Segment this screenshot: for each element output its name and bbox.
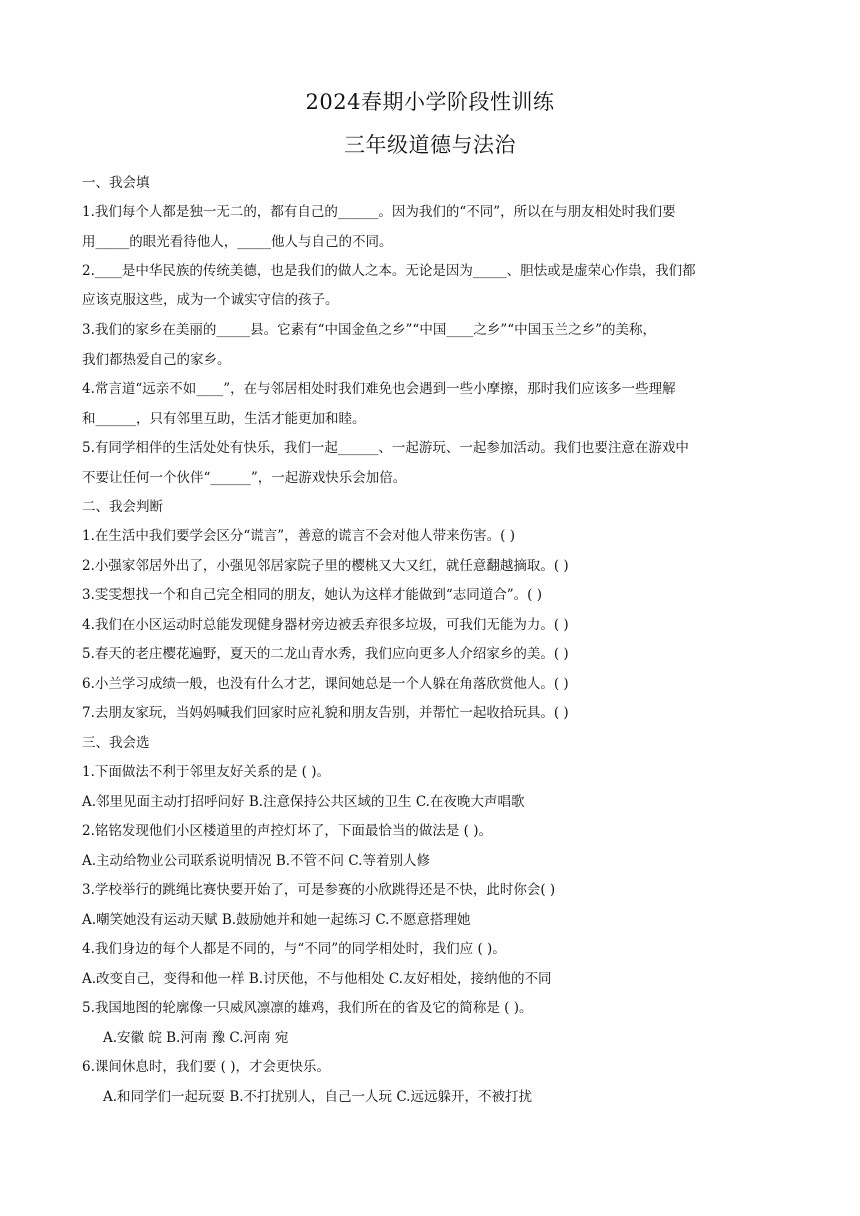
choice-options-line: A.嘲笑她没有运动天赋 B.鼓励她并和她一起练习 C.不愿意搭理她 xyxy=(82,912,471,928)
judge-question-line: 4.我们在小区运动时总能发现健身器材旁边被丢弃很多垃圾，可我们无能为力。( ) xyxy=(82,617,569,633)
section-heading-fill: 一、我会填 xyxy=(82,175,150,191)
section-heading-choose: 三、我会选 xyxy=(82,735,150,751)
choice-question-line: 6.课间休息时，我们要 ( )，才会更快乐。 xyxy=(82,1059,330,1075)
fill-question-line: 应该克服这些，成为一个诚实守信的孩子。 xyxy=(82,292,339,308)
fill-question-line: 4.常言道“远亲不如____”，在与邻居相处时我们难免也会遇到一些小摩擦，那时我们应该多一些理解 xyxy=(82,381,676,397)
fill-question-line: 2.____是中华民族的传统美德，也是我们的做人之本。无论是因为_____、胆怯或是虚荣心作祟，我们都 xyxy=(82,263,696,279)
choice-question-line: 3.学校举行的跳绳比赛快要开始了，可是参赛的小欣跳得还是不快，此时你会( ) xyxy=(82,882,556,898)
choice-question-line: 5.我国地图的轮廓像一只威风凛凛的雄鸡，我们所在的省及它的简称是 ( )。 xyxy=(82,1000,533,1016)
choice-options-line: A.邻里见面主动打招呼问好 B.注意保持公共区域的卫生 C.在夜晚大声唱歌 xyxy=(82,794,525,810)
fill-question-line: 3.我们的家乡在美丽的_____县。它素有“中国金鱼之乡”“中国____之乡”“中国玉兰之乡”的美称， xyxy=(82,322,657,338)
judge-question-line: 3.雯雯想找一个和自己完全相同的朋友，她认为这样才能做到“志同道合”。( ) xyxy=(82,587,543,603)
judge-question-line: 7.去朋友家玩，当妈妈喊我们回家时应礼貌和朋友告别，并帮忙一起收拾玩具。( ) xyxy=(82,705,569,721)
fill-question-line: 不要让任何一个伙伴“______”，一起游戏快乐会加倍。 xyxy=(82,470,407,486)
section-heading-judge: 二、我会判断 xyxy=(82,499,163,515)
fill-question-line: 我们都热爱自己的家乡。 xyxy=(82,352,231,368)
choice-question-line: 2.铭铭发现他们小区楼道里的声控灯坏了，下面最恰当的做法是 ( )。 xyxy=(82,823,492,839)
document-subtitle: 三年级道德与法治 xyxy=(344,133,516,157)
fill-question-line: 用_____的眼光看待他人，_____他人与自己的不同。 xyxy=(82,234,393,250)
fill-question-line: 1.我们每个人都是独一无二的，都有自己的______。因为我们的“不同”，所以在与朋友相处时我们要 xyxy=(82,204,676,220)
choice-options-line: A.安徽 皖 B.河南 豫 C.河南 宛 xyxy=(103,1030,289,1046)
fill-question-line: 5.有同学相伴的生活处处有快乐，我们一起______、一起游玩、一起参加活动。我们也要注意在游戏中 xyxy=(82,440,689,456)
choice-question-line: 1.下面做法不利于邻里友好关系的是 ( )。 xyxy=(82,764,330,780)
judge-question-line: 5.春天的老庄樱花遍野，夏天的二龙山青水秀，我们应向更多人介绍家乡的美。( ) xyxy=(82,646,569,662)
choice-options-line: A.和同学们一起玩耍 B.不打扰别人，自己一人玩 C.远远躲开，不被打扰 xyxy=(103,1089,532,1105)
judge-question-line: 1.在生活中我们要学会区分“谎言”，善意的谎言不会对他人带来伤害。( ) xyxy=(82,528,516,544)
judge-question-line: 6.小兰学习成绩一般，也没有什么才艺，课间她总是一个人躲在角落欣赏他人。( ) xyxy=(82,676,569,692)
document-title: 2024春期小学阶段性训练 xyxy=(305,90,555,114)
choice-options-line: A.主动给物业公司联系说明情况 B.不管不问 C.等着别人修 xyxy=(82,853,430,869)
judge-question-line: 2.小强家邻居外出了，小强见邻居家院子里的樱桃又大又红，就任意翻越摘取。( ) xyxy=(82,558,569,574)
fill-question-line: 和______，只有邻里互助，生活才能更加和睦。 xyxy=(82,411,366,427)
choice-options-line: A.改变自己，变得和他一样 B.讨厌他，不与他相处 C.友好相处，接纳他的不同 xyxy=(82,971,552,987)
choice-question-line: 4.我们身边的每个人都是不同的，与“不同”的同学相处时，我们应 ( )。 xyxy=(82,941,506,957)
